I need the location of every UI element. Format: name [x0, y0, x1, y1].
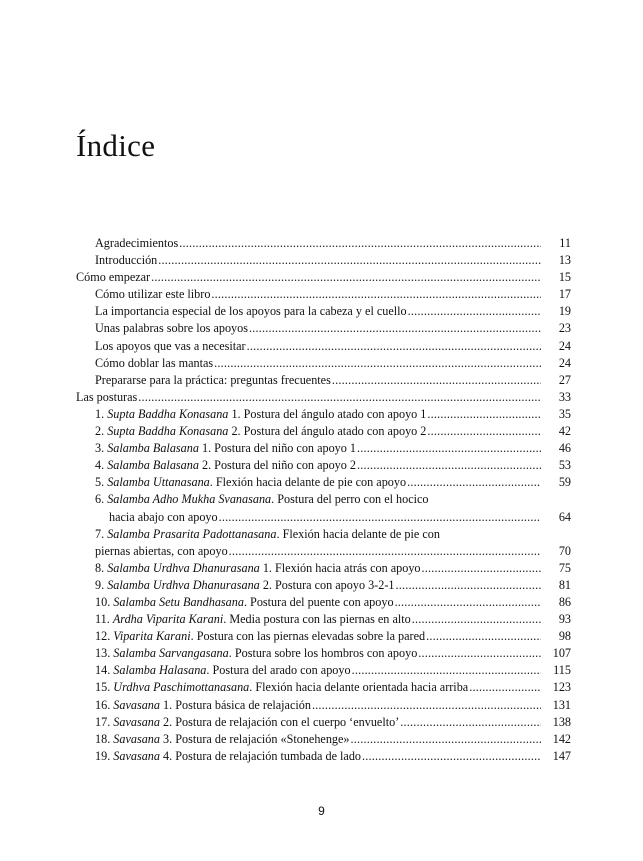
dot-leader — [138, 389, 541, 406]
toc-entry-title: Agradecimientos — [95, 236, 179, 250]
toc-posture-entry — [76, 526, 571, 543]
toc-entry-title: 17. Savasana 2. Postura de relajación con el cuerpo ‘envuelto’ — [95, 714, 400, 729]
toc-page-number: 98 — [558, 629, 571, 644]
toc-entry-title: Cómo doblar las mantas — [95, 355, 214, 370]
toc-page-number: 75 — [558, 560, 571, 575]
toc-entry-title: Prepararse para la práctica: preguntas frecuentes — [95, 372, 331, 387]
toc-entry-title: Cómo utilizar este libro — [95, 287, 211, 302]
dot-leader — [357, 457, 541, 474]
dot-leader — [352, 662, 541, 679]
dot-leader — [426, 628, 541, 645]
toc-entry — [76, 235, 571, 252]
dot-leader — [219, 509, 541, 526]
dot-leader — [179, 235, 541, 252]
toc-posture-entry — [76, 560, 571, 577]
toc-posture-entry — [76, 662, 571, 679]
toc-entry-title: 6. Salamba Adho Mukha Svanasana. Postura del perro con el hocico — [95, 492, 429, 507]
toc-entry-title: 1. Supta Baddha Konasana 1. Postura del ángulo atado con apoyo 1 — [95, 406, 427, 421]
toc-posture-entry — [76, 594, 571, 611]
toc-entry-title: 10. Salamba Setu Bandhasana. Postura del puente con apoyo — [95, 594, 394, 609]
toc-section — [76, 389, 571, 406]
toc-entry-title: 8. Salamba Urdhva Dhanurasana 1. Flexión hacia atrás con apoyo — [95, 560, 421, 575]
toc-entry-continuation — [76, 509, 571, 526]
toc-entry-title: 11. Ardha Viparita Karani. Media postura con las piernas en alto — [95, 612, 411, 627]
toc-entry — [76, 252, 571, 269]
toc-posture-entry — [76, 611, 571, 628]
toc-page-number: 17 — [558, 287, 571, 302]
toc-page-number: 35 — [558, 406, 571, 421]
toc-page-number: 23 — [558, 321, 571, 336]
toc-entry-title: 2. Supta Baddha Konasana 2. Postura del ángulo atado con apoyo 2 — [95, 424, 427, 439]
toc-posture-entry — [76, 457, 571, 474]
toc-page-number: 27 — [558, 372, 571, 387]
toc-entry-title: Cómo empezar — [76, 270, 151, 285]
toc-entry — [76, 372, 571, 389]
dot-leader — [249, 320, 541, 337]
toc-entry-title: 12. Viparita Karani. Postura con las piernas elevadas sobre la pared — [95, 629, 426, 644]
toc-page-number: 24 — [558, 355, 571, 370]
toc-entry — [76, 286, 571, 303]
dot-leader — [412, 611, 541, 628]
dot-leader — [211, 286, 541, 303]
toc-entry-title: 16. Savasana 1. Postura básica de relajación — [95, 697, 311, 712]
toc-page-number: 115 — [553, 663, 571, 678]
toc-page-number: 33 — [558, 389, 571, 404]
page-number: 9 — [318, 804, 325, 818]
toc-page-number: 123 — [552, 680, 571, 695]
toc-entry — [76, 355, 571, 372]
dot-leader — [469, 679, 541, 696]
dot-leader — [332, 372, 541, 389]
toc-entry-title: 3. Salamba Balasana 1. Postura del niño con apoyo 1 — [95, 441, 357, 456]
toc-posture-entry — [76, 714, 571, 731]
toc-page-number: 59 — [558, 475, 571, 490]
toc-entry — [76, 303, 571, 320]
toc-entry-title-continued: hacia abajo con apoyo — [109, 509, 218, 524]
toc-posture-entry — [76, 577, 571, 594]
dot-leader — [229, 543, 541, 560]
page-title: Índice — [76, 128, 156, 163]
dot-leader — [422, 560, 541, 577]
toc-page-number: 131 — [552, 697, 571, 712]
toc-entry-title: 4. Salamba Balasana 2. Postura del niño con apoyo 2 — [95, 458, 357, 473]
dot-leader — [312, 697, 541, 714]
toc-entry-title: 9. Salamba Urdhva Dhanurasana 2. Postura con apoyo 3-2-1 — [95, 577, 395, 592]
toc-entry-title: La importancia especial de los apoyos para la cabeza y el cuello — [95, 304, 407, 319]
dot-leader — [407, 474, 541, 491]
toc-posture-entry — [76, 697, 571, 714]
dot-leader — [247, 338, 541, 355]
toc-entry-title: 14. Salamba Halasana. Postura del arado con apoyo — [95, 663, 351, 678]
toc-entry-continuation — [76, 543, 571, 560]
toc-section — [76, 269, 571, 286]
dot-leader — [158, 252, 541, 269]
toc-page-number: 138 — [552, 714, 571, 729]
toc-page-number: 93 — [558, 612, 571, 627]
toc-entry-title: 13. Salamba Sarvangasana. Postura sobre los hombros con apoyo — [95, 646, 418, 661]
toc-page-number: 19 — [558, 304, 571, 319]
toc-page-number: 53 — [558, 458, 571, 473]
toc-page-number: 86 — [558, 594, 571, 609]
toc-page-number: 147 — [552, 748, 571, 763]
toc-posture-entry — [76, 440, 571, 457]
toc-posture-entry — [76, 731, 571, 748]
toc-entry-title: 19. Savasana 4. Postura de relajación tumbada de lado — [95, 748, 362, 763]
toc-page-number: 15 — [558, 270, 571, 285]
toc-entry-title: Los apoyos que vas a necesitar — [95, 338, 246, 353]
toc-page-number: 107 — [552, 646, 571, 661]
dot-leader — [395, 577, 541, 594]
toc-posture-entry — [76, 491, 571, 508]
toc-entry — [76, 338, 571, 355]
dot-leader — [427, 423, 541, 440]
dot-leader — [408, 303, 541, 320]
dot-leader — [151, 269, 541, 286]
toc-posture-entry — [76, 474, 571, 491]
toc-posture-entry — [76, 679, 571, 696]
dot-leader — [357, 440, 541, 457]
toc-posture-entry — [76, 406, 571, 423]
dot-leader — [427, 406, 541, 423]
dot-leader — [351, 731, 541, 748]
table-of-contents — [76, 235, 571, 765]
toc-posture-entry — [76, 645, 571, 662]
toc-page-number: 11 — [559, 236, 571, 250]
dot-leader — [400, 714, 541, 731]
toc-entry-title: Las posturas — [76, 389, 138, 404]
dot-leader — [395, 594, 541, 611]
toc-entry-title-continued: piernas abiertas, con apoyo — [95, 543, 228, 558]
toc-page-number: 42 — [558, 424, 571, 439]
toc-page-number: 64 — [558, 509, 571, 524]
toc-entry — [76, 320, 571, 337]
toc-page-number: 142 — [552, 731, 571, 746]
toc-page-number: 13 — [558, 253, 571, 268]
toc-page-number: 81 — [558, 577, 571, 592]
toc-posture-entry — [76, 748, 571, 765]
toc-posture-entry — [76, 423, 571, 440]
toc-entry-title: 7. Salamba Prasarita Padottanasana. Flexión hacia delante de pie con — [95, 526, 440, 541]
toc-posture-entry — [76, 628, 571, 645]
toc-entry-title: 18. Savasana 3. Postura de relajación «Stonehenge» — [95, 731, 350, 746]
toc-entry-title: 5. Salamba Uttanasana. Flexión hacia delante de pie con apoyo — [95, 475, 407, 490]
toc-page-number: 46 — [558, 441, 571, 456]
toc-page-number: 24 — [558, 338, 571, 353]
dot-leader — [418, 645, 541, 662]
dot-leader — [214, 355, 541, 372]
dot-leader — [362, 748, 541, 765]
toc-entry-title: Introducción — [95, 253, 158, 268]
toc-entry-title: 15. Urdhva Paschimottanasana. Flexión hacia delante orientada hacia arriba — [95, 680, 469, 695]
toc-page-number: 70 — [558, 543, 571, 558]
toc-entry-title: Unas palabras sobre los apoyos — [95, 321, 248, 336]
